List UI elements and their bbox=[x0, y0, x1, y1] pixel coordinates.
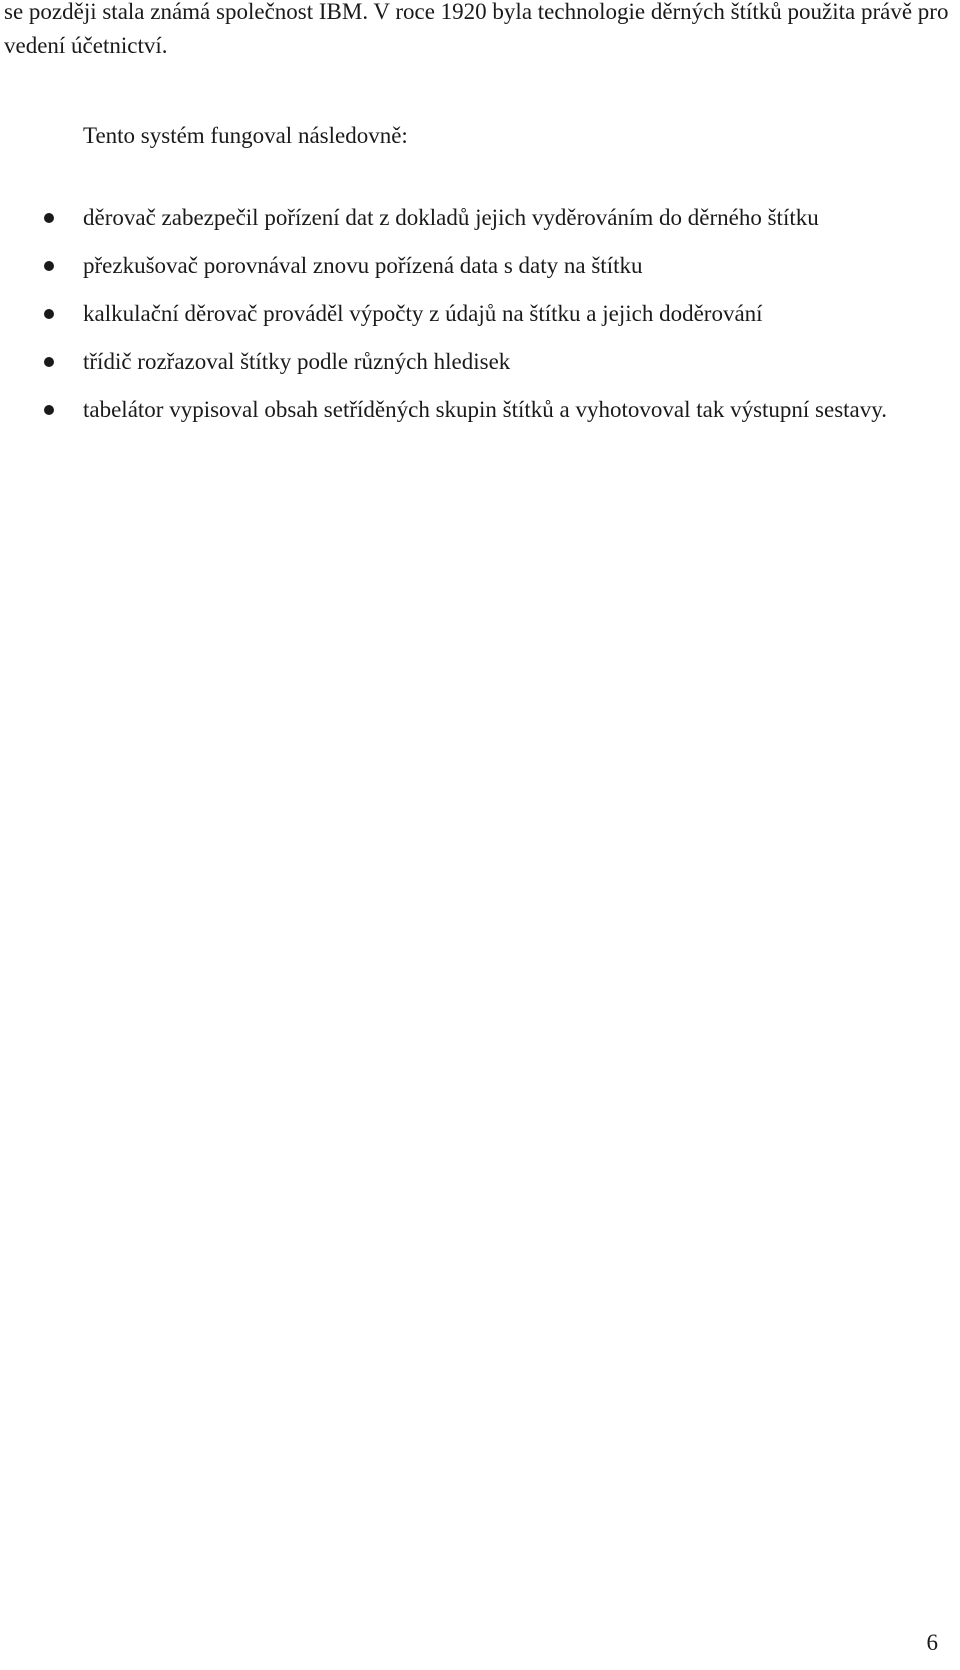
opening-paragraph: se později stala známá společnost IBM. V roce 1920 byla technologie děrných štítků použita právě pro vedení účetnictví. bbox=[4, 0, 949, 58]
list-item bbox=[0, 242, 960, 290]
list-item-text: přezkušovač porovnával znovu pořízená data s daty na štítku bbox=[83, 253, 643, 278]
list-item bbox=[0, 386, 960, 434]
bullet-dot-icon bbox=[44, 309, 54, 319]
list-item bbox=[0, 194, 960, 242]
list-item bbox=[0, 290, 960, 338]
list-item bbox=[0, 338, 960, 386]
list-item-text: kalkulační děrovač prováděl výpočty z údajů na štítku a jejich doděrování bbox=[83, 301, 763, 326]
bullet-list bbox=[0, 194, 960, 434]
page-number: 6 bbox=[926, 1630, 938, 1655]
bullet-dot-icon bbox=[44, 357, 54, 367]
bullet-dot-icon bbox=[44, 213, 54, 223]
list-item-text: děrovač zabezpečil pořízení dat z dokladů jejich vyděrováním do děrného štítku bbox=[83, 205, 819, 230]
bullet-dot-icon bbox=[44, 261, 54, 271]
intro-sentence: Tento systém fungoval následovně: bbox=[83, 123, 408, 148]
bullet-dot-icon bbox=[44, 405, 54, 415]
list-item-text: tabelátor vypisoval obsah setříděných skupin štítků a vyhotovoval tak výstupní sestavy. bbox=[83, 397, 888, 422]
list-item-text: třídič rozřazoval štítky podle různých hledisek bbox=[83, 349, 511, 374]
